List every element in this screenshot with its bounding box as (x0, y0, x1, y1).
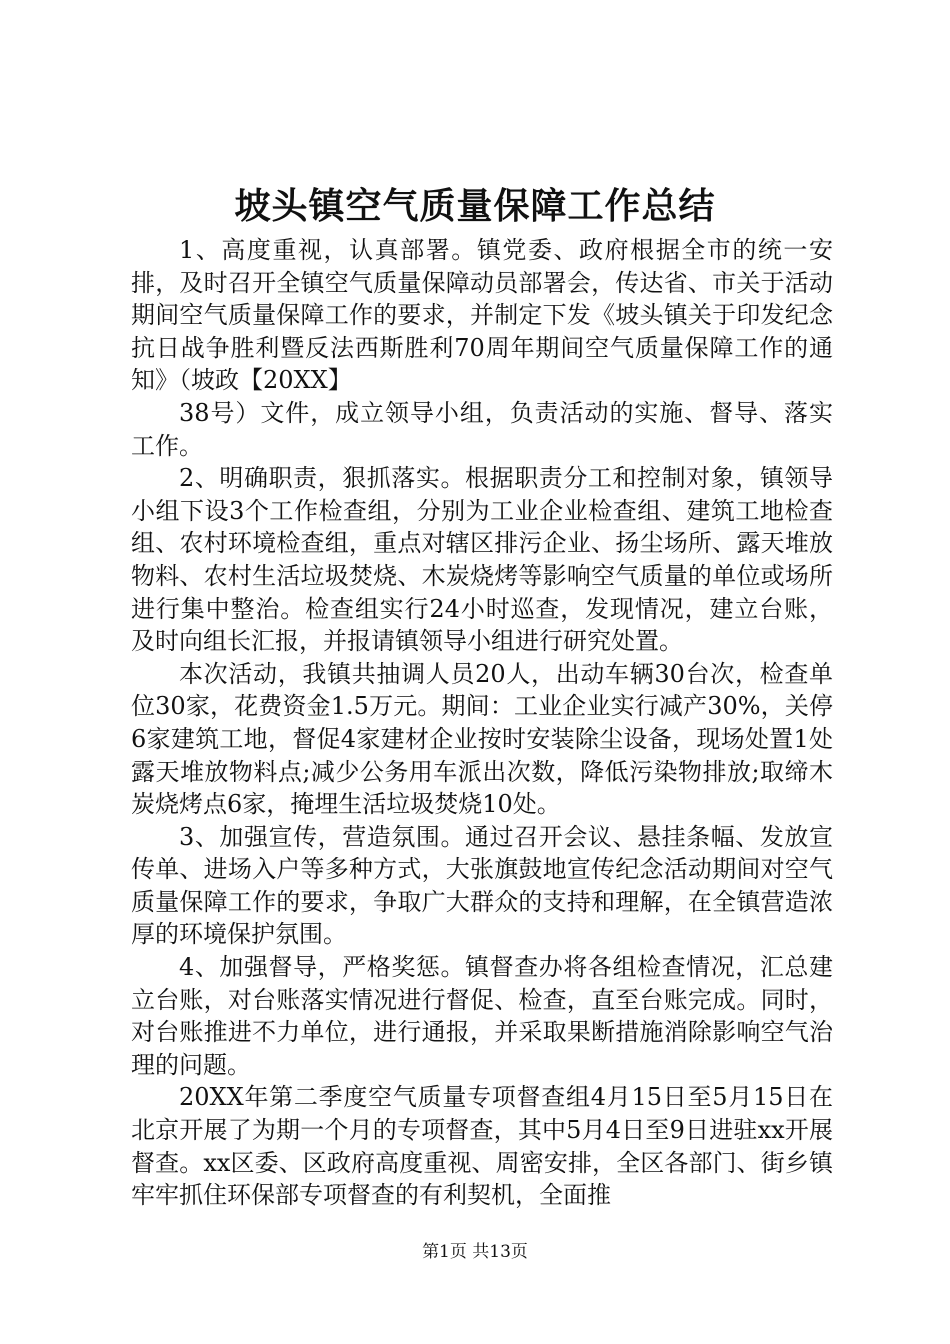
paragraph: 38号）文件，成立领导小组，负责活动的实施、督导、落实工作。 (131, 398, 833, 460)
document-body (131, 234, 833, 1212)
paragraph: 本次活动，我镇共抽调人员20人，出动车辆30台次，检查单位30家，花费资金1.5万元。期间：工业企业实行减产30%，关停6家建筑工地，督促4家建材企业按时安装除尘设备，现场处置1处露天堆放物料点;减少公务用车派出次数，降低污染物排放;取缔木炭烧烤点6家，掩埋生活垃圾焚烧10处。 (131, 659, 833, 819)
document-title: 坡头镇空气质量保障工作总结 (234, 185, 716, 227)
page-footer: 第1页 共13页 (422, 1242, 528, 1262)
paragraph: 20XX年第二季度空气质量专项督查组4月15日至5月15日在北京开展了为期一个月的专项督查，其中5月4日至9日进驻xx开展督查。xx区委、区政府高度重视、周密安排，全区各部门、街乡镇牢牢抓住环保部专项督查的有利契机，全面推 (131, 1083, 833, 1210)
paragraph: 2、明确职责，狠抓落实。根据职责分工和控制对象，镇领导小组下设3个工作检查组，分别为工业企业检查组、建筑工地检查组、农村环境检查组，重点对辖区排污企业、扬尘场所、露天堆放物料、农村生活垃圾焚烧、木炭烧烤等影响空气质量的单位或场所进行集中整治。检查组实行24小时巡查，发现情况，建立台账，及时向组长汇报，并报请镇领导小组进行研究处置。 (131, 464, 833, 656)
paragraph: 3、加强宣传，营造氛围。通过召开会议、悬挂条幅、发放宣传单、进场入户等多种方式，大张旗鼓地宣传纪念活动期间对空气质量保障工作的要求，争取广大群众的支持和理解，在全镇营造浓厚的环境保护氛围。 (131, 822, 833, 949)
paragraph: 4、加强督导，严格奖惩。镇督查办将各组检查情况，汇总建立台账，对台账落实情况进行督促、检查，直至台账完成。同时，对台账推进不力单位，进行通报，并采取果断措施消除影响空气治理的问题。 (131, 953, 833, 1079)
paragraph: 1、高度重视，认真部署。镇党委、政府根据全市的统一安排，及时召开全镇空气质量保障动员部署会，传达省、市关于活动期间空气质量保障工作的要求，并制定下发《坡头镇关于印发纪念抗日战争胜利暨反法西斯胜利70周年期间空气质量保障工作的通知》（坡政【20XX】 (131, 236, 833, 395)
